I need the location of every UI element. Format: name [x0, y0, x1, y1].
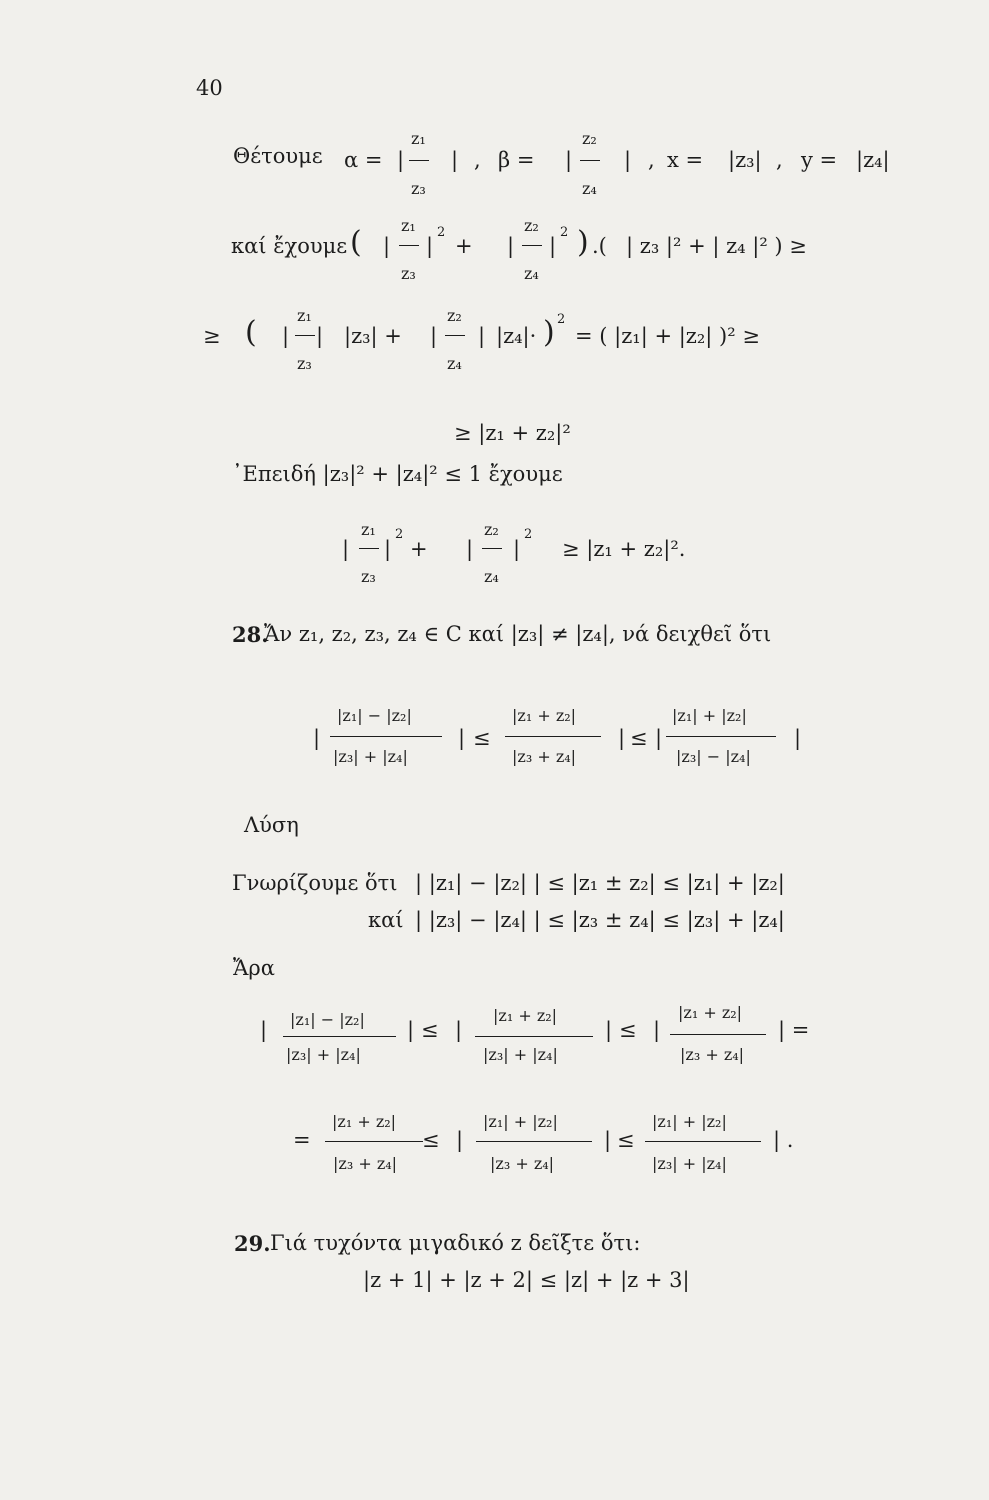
frac-bar — [445, 335, 465, 336]
since-line: ᾽Επειδή |z₃|² + |z₄|² ≤ 1 ἔχουμε — [232, 462, 563, 486]
frac-num: |z₁ + z₂| — [678, 1003, 743, 1022]
known-inequality-1: | |z₁| − |z₂| | ≤ |z₁ ± z₂| ≤ |z₁| + |z₂| — [415, 871, 785, 895]
beta-eq: β = — [498, 148, 535, 172]
frac-num: z₁ — [411, 129, 426, 148]
have-label: καί ἔχουμε — [231, 234, 348, 258]
frac-bar — [670, 1034, 766, 1035]
frac-den: z₄ — [484, 567, 499, 586]
mid-term: |z₃| + — [344, 324, 402, 348]
plus: + — [410, 537, 428, 561]
geq: ≥ — [203, 324, 221, 348]
abs-bar: | — [466, 537, 474, 561]
expr: | z₃ |² + | z₄ |² ) ≥ — [626, 234, 807, 258]
abs-bar: | — [383, 234, 391, 258]
page-number: 40 — [196, 76, 223, 100]
alpha-eq: α = — [344, 148, 383, 172]
frac-den: z₃ — [297, 354, 312, 373]
paren-open: ( — [350, 225, 362, 260]
setup-label: Θέτουμε — [233, 144, 323, 168]
frac-num: z₂ — [524, 216, 539, 235]
frac-num: z₂ — [582, 129, 597, 148]
therefore-label: Ἄρα — [233, 956, 275, 980]
eq: = — [293, 1128, 311, 1152]
problem-28-statement: Ἄν z₁, z₂, z₃, z₄ ∈ C καί |z₃| ≠ |z₄|, νά δειχθεῖ ὅτι — [264, 622, 772, 646]
frac-bar — [505, 736, 601, 737]
frac-bar — [409, 160, 429, 161]
problem-28-number: 28. — [232, 622, 269, 647]
frac-den: |z₃ + z₄| — [490, 1154, 555, 1173]
abs-bar: | — [451, 148, 459, 172]
frac-den: |z₃ + z₄| — [512, 747, 577, 766]
frac-bar — [283, 1036, 396, 1037]
frac-den: |z₃| + |z₄| — [652, 1154, 727, 1173]
frac-bar — [666, 736, 776, 737]
exponent: 2 — [524, 527, 533, 542]
abs-bar: | — [605, 1018, 613, 1042]
comma: , — [648, 148, 655, 172]
leq: ≤ — [619, 1018, 637, 1042]
frac-den: z₄ — [582, 179, 597, 198]
rhs: ≥ |z₁ + z₂|². — [562, 537, 686, 561]
frac-num: |z₁| − |z₂| — [337, 706, 412, 725]
frac-den: z₃ — [411, 179, 426, 198]
abs-bar: | — [455, 1018, 463, 1042]
abs-bar: | — [618, 726, 626, 750]
mid-term: |z₄|· — [496, 324, 537, 348]
plus: + — [455, 234, 473, 258]
abs-bar: | — [342, 537, 350, 561]
problem-29-statement: Γιά τυχόντα μιγαδικό z δεῖξτε ὅτι: — [270, 1231, 641, 1255]
expr: ≥ |z₁ + z₂|² — [454, 421, 571, 445]
frac-den: z₃ — [361, 567, 376, 586]
frac-den: |z₃| + |z₄| — [286, 1045, 361, 1064]
frac-num: |z₁ + z₂| — [512, 706, 577, 725]
comma: , — [776, 148, 783, 172]
paren-close: ) — [543, 315, 555, 350]
frac-bar — [475, 1036, 593, 1037]
frac-den: z₄ — [524, 264, 539, 283]
exponent: 2 — [437, 225, 446, 240]
frac-num: |z₁| + |z₂| — [652, 1112, 727, 1131]
leq: ≤ — [630, 726, 648, 750]
exponent: 2 — [557, 312, 566, 327]
frac-num: |z₁| + |z₂| — [672, 706, 747, 725]
paren-close: ) — [577, 225, 589, 260]
frac-bar — [580, 160, 600, 161]
abs-bar: | — [397, 148, 405, 172]
problem-29-inequality: |z + 1| + |z + 2| ≤ |z| + |z + 3| — [363, 1268, 690, 1292]
abs-bar: | — [260, 1018, 268, 1042]
y-eq: y = — [801, 148, 838, 172]
frac-num: z₁ — [297, 306, 312, 325]
abs-bar: | — [655, 726, 663, 750]
z4-abs: |z₄| — [856, 148, 890, 172]
frac-bar — [482, 548, 502, 549]
abs-bar: | — [316, 324, 324, 348]
problem-29-number: 29. — [234, 1231, 271, 1256]
dot-paren: .( — [592, 234, 607, 258]
frac-bar — [330, 736, 442, 737]
abs-bar: | — [794, 726, 802, 750]
end-mark: | . — [773, 1128, 794, 1152]
frac-num: z₂ — [447, 306, 462, 325]
frac-den: |z₃ + z₄| — [333, 1154, 398, 1173]
frac-bar — [522, 245, 542, 246]
abs-bar: | — [313, 726, 321, 750]
abs-bar: | — [653, 1018, 661, 1042]
frac-num: z₂ — [484, 520, 499, 539]
z3-abs: |z₃| — [728, 148, 762, 172]
frac-bar — [399, 245, 419, 246]
abs-bar: | — [513, 537, 521, 561]
abs-bar: | — [282, 324, 290, 348]
frac-num: z₁ — [361, 520, 376, 539]
leq: ≤ — [421, 1018, 439, 1042]
frac-den: |z₃| + |z₄| — [333, 747, 408, 766]
exponent: 2 — [395, 527, 404, 542]
frac-bar — [295, 335, 315, 336]
exponent: 2 — [560, 225, 569, 240]
abs-bar: | — [565, 148, 573, 172]
frac-bar — [325, 1141, 423, 1142]
paren-open: ( — [245, 315, 257, 350]
abs-bar: | — [478, 324, 486, 348]
frac-den: z₃ — [401, 264, 416, 283]
abs-bar: | — [407, 1018, 415, 1042]
frac-bar — [476, 1141, 592, 1142]
frac-num: |z₁| + |z₂| — [483, 1112, 558, 1131]
abs-bar: | — [507, 234, 515, 258]
frac-den: |z₃ + z₄| — [680, 1045, 745, 1064]
abs-bar: | — [384, 537, 392, 561]
abs-bar: | — [549, 234, 557, 258]
known-label-and: καί — [368, 908, 404, 932]
leq: ≤ — [473, 726, 491, 750]
abs-bar: | — [430, 324, 438, 348]
x-eq: x = — [667, 148, 704, 172]
abs-bar: | — [426, 234, 434, 258]
abs-bar: | — [624, 148, 632, 172]
frac-num: |z₁| − |z₂| — [290, 1010, 365, 1029]
abs-bar: | — [458, 726, 466, 750]
frac-den: |z₃| + |z₄| — [483, 1045, 558, 1064]
abs-bar: | — [456, 1128, 464, 1152]
frac-num: z₁ — [401, 216, 416, 235]
eq-tail: | = — [778, 1018, 810, 1042]
leq: ≤ — [617, 1128, 635, 1152]
known-label: Γνωρίζουμε ὅτι — [232, 871, 398, 895]
leq: ≤ — [422, 1128, 440, 1152]
frac-bar — [645, 1141, 761, 1142]
abs-bar: | — [604, 1128, 612, 1152]
frac-den: |z₃| − |z₄| — [676, 747, 751, 766]
frac-bar — [359, 548, 379, 549]
frac-num: |z₁ + z₂| — [332, 1112, 397, 1131]
frac-den: z₄ — [447, 354, 462, 373]
frac-num: |z₁ + z₂| — [493, 1006, 558, 1025]
known-inequality-2: | |z₃| − |z₄| | ≤ |z₃ ± z₄| ≤ |z₃| + |z₄| — [415, 908, 785, 932]
rhs: = ( |z₁| + |z₂| )² ≥ — [575, 324, 760, 348]
comma: , — [474, 148, 481, 172]
solution-heading: Λύση — [244, 813, 299, 837]
